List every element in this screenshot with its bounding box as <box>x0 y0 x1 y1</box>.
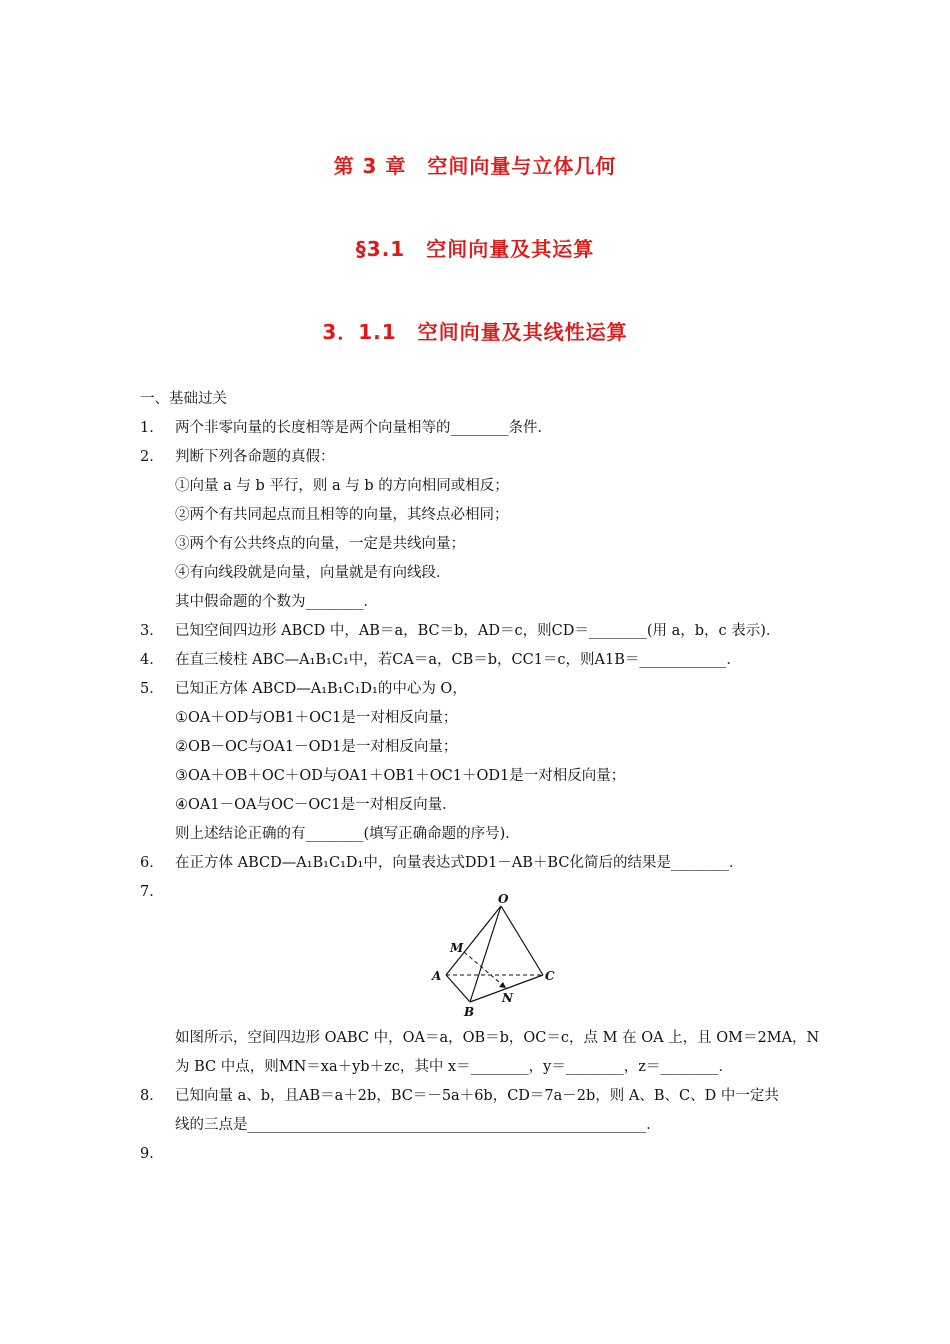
question-number: 5． <box>140 681 164 697</box>
question-5-item-4: ④OA1－OA与OC－OC1是一对相反向量． <box>175 797 457 813</box>
question-3: 已知空间四边形 ABCD 中，AB＝a，BC＝b，AD＝c，则CD＝________(用 a，b，c 表示)． <box>175 623 781 639</box>
question-5-prompt: 则上述结论正确的有________(填写正确命题的序号)． <box>175 826 520 842</box>
question-2-item-1: ①向量 a 与 b 平行，则 a 与 b 的方向相同或相反； <box>175 478 509 494</box>
question-5: 已知正方体 ABCD—A₁B₁C₁D₁的中心为 O， <box>175 681 467 697</box>
label-o: O <box>498 892 509 906</box>
label-n: N <box>502 991 513 1005</box>
question-5-item-3: ③OA＋OB＋OC＋OD与OA1＋OB1＋OC1＋OD1是一对相反向量； <box>175 768 626 784</box>
question-6: 在正方体 ABCD—A₁B₁C₁D₁中，向量表达式DD1－AB＋BC化简后的结果是________． <box>175 855 744 871</box>
label-m: M <box>450 941 464 955</box>
subsection-title: 3．1.1 空间向量及其线性运算 <box>322 320 628 344</box>
tetrahedron-figure <box>428 892 560 1022</box>
label-b: B <box>464 1005 475 1019</box>
question-number: 1． <box>140 420 164 436</box>
label-c: C <box>545 969 555 983</box>
question-2-item-2: ②两个有共同起点而且相等的向量，其终点必相同； <box>175 507 509 523</box>
question-number: 7． <box>140 884 164 900</box>
question-8-line-2: 线的三点是_______________________________________________________． <box>175 1117 661 1133</box>
question-number: 2． <box>140 449 164 465</box>
question-1: 两个非零向量的长度相等是两个向量相等的________条件． <box>175 420 552 436</box>
question-number: 3． <box>140 623 164 639</box>
question-5-item-1: ①OA＋OD与OB1＋OC1是一对相反向量； <box>175 710 458 726</box>
question-2: 判断下列各命题的真假： <box>175 449 335 465</box>
question-number: 9． <box>140 1146 164 1162</box>
question-number: 8． <box>140 1088 164 1104</box>
question-number: 4． <box>140 652 164 668</box>
chapter-title: 第 3 章 空间向量与立体几何 <box>333 154 617 178</box>
question-number: 6． <box>140 855 164 871</box>
question-2-item-3: ③两个有公共终点的向量，一定是共线向量； <box>175 536 465 552</box>
label-a: A <box>432 969 442 983</box>
question-8-line-1: 已知向量 a、b，且AB＝a＋2b，BC＝－5a＋6b，CD＝7a－2b，则 A、B、C、D 中一定共 <box>175 1088 779 1104</box>
question-4: 在直三棱柱 ABC—A₁B₁C₁中，若CA＝a，CB＝b，CC1＝c，则A1B＝____________． <box>175 652 741 668</box>
section-title: §3.1 空间向量及其运算 <box>355 237 595 261</box>
question-2-item-4: ④有向线段就是向量，向量就是有向线段． <box>175 565 451 581</box>
part-heading: 一、基础过关 <box>140 391 227 407</box>
question-7-line-1: 如图所示，空间四边形 OABC 中，OA＝a，OB＝b，OC＝c，点 M 在 OA 上，且 OM＝2MA，N <box>175 1030 820 1046</box>
question-7-line-2: 为 BC 中点，则MN＝xa＋yb＋zc，其中 x＝________，y＝________，z＝________． <box>175 1059 733 1075</box>
question-2-prompt: 其中假命题的个数为________． <box>175 594 378 610</box>
question-5-item-2: ②OB－OC与OA1－OD1是一对相反向量； <box>175 739 458 755</box>
